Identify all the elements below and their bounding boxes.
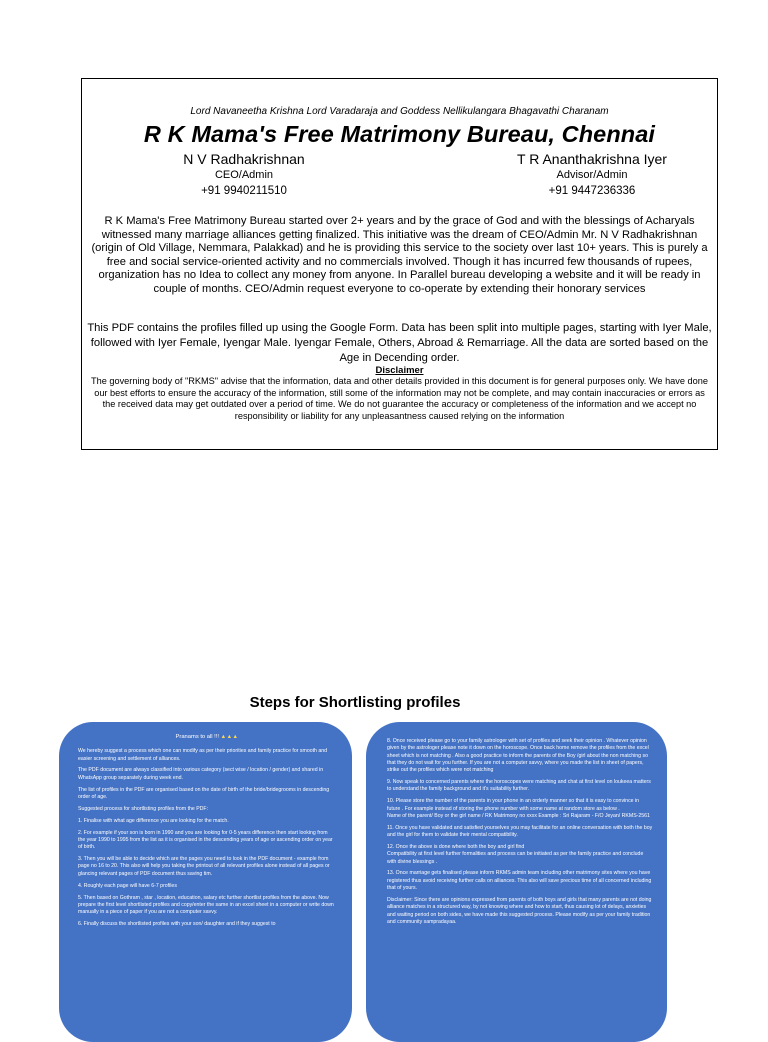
step-paragraph: The list of profiles in the PDF are organised based on the date of birth of the bride/bridegrooms in descending order of age.	[78, 786, 330, 800]
step-paragraph: 1. Finalise with what age difference you are looking for the match.	[78, 817, 229, 824]
step-paragraph: We hereby suggest a process which one can modify as per their priorities and family practice for smooth and easier screening and settlement of alliances.	[78, 748, 328, 762]
steps-heading: Steps for Shortlisting profiles	[249, 694, 461, 711]
invocation-line: Lord Navaneetha Krishna Lord Varadaraja and Goddess Nellikulangara Bhagavathi Charanam	[190, 106, 609, 117]
advisor-role: Advisor/Admin	[556, 169, 628, 181]
step-paragraph: 2. For example if your son is born in 1990 and you are looking for 0-5 years difference then start looking from the year 1990 to 1995 from the list as it is organised in the descending years of age or ascending order on year of birth.	[78, 829, 333, 851]
steps-panel-right	[366, 722, 667, 1042]
step-paragraph: Suggested process for shortlisting profiles from the PDF:	[78, 805, 209, 812]
step-paragraph: 5. Then based on Gothram , star , location, education, salary etc further shortlist profiles from the above. Now prepare the first level shortlisted profiles and copy/enter the same in an excel sheet in a computer or write down manually in a piece of paper if you are not a computer savvy.	[78, 894, 334, 916]
disclaimer-text: The governing body of "RKMS" advise that the information, data and other details provided in this document is for general purposes only. We have done our best efforts to ensure the accuracy of the information, still some of the information may not be complete, and may contain inaccuracies or errors as the received data may get outdated over a period of time. We do not guarantee the accuracy or completeness of the information and we accept no responsibility or liability for any unpleasantness caused relying on the information	[90, 376, 708, 421]
step-paragraph: 6. Finally discuss the shortlisted profiles with your son/ daughter and if they suggest to	[78, 920, 276, 927]
step-paragraph: 9. Now speak to concerned parents where the horoscopes were matching and chat at first level on loukeea matters to understand the family background and it's suitability further.	[387, 779, 651, 793]
bureau-title: R K Mama's Free Matrimony Bureau, Chennai	[143, 121, 656, 147]
ceo-phone: +91 9940211510	[201, 185, 287, 197]
ceo-contact	[134, 151, 354, 200]
steps-panel-left	[59, 722, 352, 1042]
step-paragraph: 3. Then you will be able to decide which are the pages you need to look in the PDF document - example from page no 16 to 20. This also will help you taking the printout of all relevant profiles alone instead of all pages or glancing relevant pages of PDF document thus saving tim.	[78, 856, 330, 877]
advisor-name: T R Ananthakrishna Iyer	[517, 151, 667, 167]
bureau-info-box	[81, 78, 718, 450]
step-paragraph: 11. Once you have validated and satisfied yourselves you may facilitate for an online conversation with both the boy and the girl for them to validate their mental compatibility.	[387, 824, 653, 839]
step-paragraph: 4. Roughly each page will have 6-7 profiles	[78, 882, 177, 889]
folded-hands-icon: ▲▲▲	[220, 734, 239, 740]
step-paragraph: 8. Once received please go to your family astrologer with set of profiles and seek their opinion . Whatever opinion given by the astrologer please note it down on the horoscope. Once back home remove the profiles from the excel sheet which is not matching . Also a good practice to inform the parents of the Boy /girl about the non matching so that they do not wait for you further. If you are not a computer savvy, where you made the list in sheet of papers, strike out the profiles which were not matching	[387, 738, 649, 774]
disclaimer-heading: Disclaimer	[375, 365, 424, 376]
greeting-text: Pranams to all !!!	[175, 734, 220, 740]
greeting-line	[78, 734, 336, 741]
ceo-role: CEO/Admin	[214, 169, 274, 181]
advisor-contact	[482, 151, 702, 200]
step-paragraph: Disclaimer: Since there are opinions expressed from parents of both boys and girls that many parents are not doing alliance matches in a structured way, by not knowing where and how to start, thus causing lot of delays, anxieties and waiting period on both sides, we have made this suggested process. Please modify as per your family tradition and community sampradayaa.	[387, 896, 652, 925]
pdf-note-paragraph: This PDF contains the profiles filled up using the Google Form. Data has been split into multiple pages, starting with Iyer Male, followed with Iyer Female, Iyengar Male. Iyengar Female, Others, Abroad & Remarriage. All the data are sorted based on the Age in Decending order.	[87, 322, 712, 364]
ceo-name: N V Radhakrishnan	[183, 151, 305, 167]
advisor-phone: +91 9447236336	[548, 185, 636, 197]
about-paragraph: R K Mama's Free Matrimony Bureau started over 2+ years and by the grace of God and with the blessings of Acharyals witnessed many marriage alliances getting finalized. This initiative was the dream of CEO/Admin Mr. N V Radhakrishnan (origin of Old Village, Nemmara, Palakkad) and he is providing this service to the society over last 10+ years. This is purely a free and social service-oriented activity and no commercials involved. Though it has incurred few thousands of rupees, organization has no Idea to collect any money from anyone. In Parallel bureau developing a website and it will be ready in couple of months. CEO/Admin request everyone to co-operate by extending their honorary services	[91, 215, 708, 295]
step-paragraph: 13. Once marriage gets finalised please inform RKMS admin team including other matrimony sites where you have registered thus avoid receiving further calls on alliances. This also will save precious time of all concerned including that of yours.	[387, 870, 652, 892]
step-paragraph: 12. Once the above is done where both the boy and girl find Compatibility at first level further formalities and process can be initiated as per the family practice and conclude with divine blessings .	[387, 843, 644, 865]
step-paragraph: The PDF document are always classified into various category (sect wise / location / gender) and shared in WhatsApp group separately during week end.	[78, 767, 324, 781]
step-paragraph: 10. Please store the number of the parents in your phone in an orderly manner so that it is easy to convince in future . For example instead of storing the phone number with some name at random store as below . Name of the parent/ Boy or the girl name / RK Matrimony no xxxx Example : Sri Rajaram - F/O Jeyan/ RKMS-2561	[387, 798, 650, 819]
